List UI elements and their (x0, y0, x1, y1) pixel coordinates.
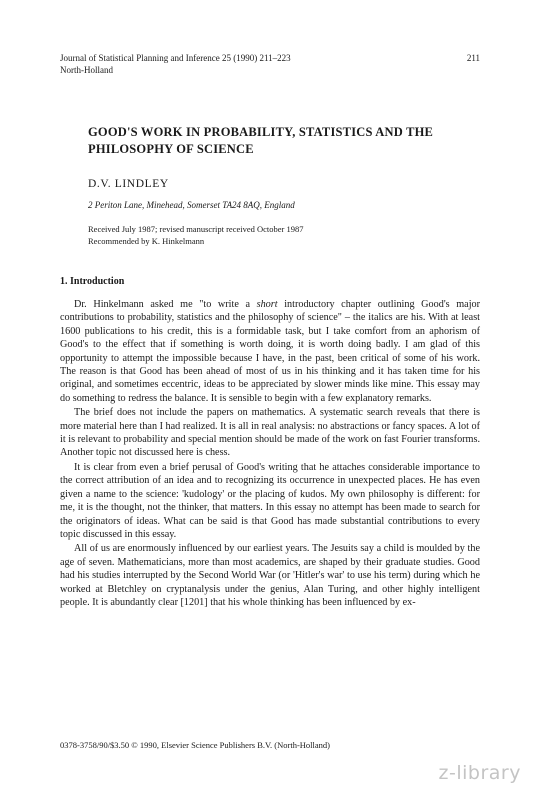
recommended-by: Recommended by K. Hinkelmann (88, 235, 205, 246)
paragraph: Dr. Hinkelmann asked me "to write a short introductory chapter outlining Good's major contributions to probability, statistics and the philosophy of science" – the italics are his. With at least 1600 publications to his credit, this is a formidable task, but I take comfort from an aphorism of Good's to the effect that if something is worth doing, it is worth doing badly. I am glad of this opportunity to attempt the impossible because I have, in the past, been critical of some of his work. The reason is that Good has been ahead of most of us in his thinking and it has taken time for his original, and sometimes eccentric, ideas to be appreciated by slower minds like mine. This essay may do something to redress the balance. It is sensible to begin with a few explanatory remarks. (60, 299, 481, 404)
submission-history (88, 224, 408, 247)
copyright-footer: 0378-3758/90/$3.50 © 1990, Elsevier Science Publishers B.V. (North-Holland) (60, 740, 331, 750)
journal-citation: Journal of Statistical Planning and Inference 25 (1990) 211–223 (60, 53, 291, 63)
paragraph: All of us are enormously influenced by our earliest years. The Jesuits say a child is moulded by the age of seven. Mathematicians, more than most academics, are shaped by their graduate studies. Good had his studies interrupted by the Second World War (or 'Hitler's war' to use his term) during which he worked at Bletchley on cryptanalysis under the genius, Alan Turing, and other highly intelligent people. It is abundantly clear [1201] that his whole thinking has been influenced by ex- (60, 543, 480, 608)
author-affiliation: 2 Periton Lane, Minehead, Somerset TA24 8AQ, England (88, 200, 295, 210)
article-title: GOOD'S WORK IN PROBABILITY, STATISTICS AND THE PHILOSOPHY OF SCIENCE (88, 125, 434, 156)
received-dates: Received July 1987; revised manuscript received October 1987 (88, 224, 304, 234)
running-header (60, 52, 480, 76)
watermark: z-library (438, 762, 521, 784)
section-heading: 1. Introduction (60, 276, 125, 287)
body-text (60, 298, 480, 610)
paragraph: It is clear from even a brief perusal of Good's writing that he attaches considerable importance to the correct attribution of an idea and to recognizing its occurrence in unexpected places. He has even given a name to the science: 'kudology' or the placing of kudos. My own philosophy is different: for me, it is the thought, not the thinker, that matters. In this essay no attempt has been made to search for the originators of ideas. What can be said is that Good has made substantial contributions to every topic discussed in this essay. (60, 461, 480, 540)
publisher-line: North-Holland (60, 65, 113, 75)
emphasis: short (256, 299, 278, 310)
author-name: D.V. LINDLEY (88, 178, 169, 190)
paragraph: The brief does not include the papers on mathematics. A systematic search reveals that there is more material here than I had realized. It is all in real analysis: no abstractions or fancy spaces. A lot of it is relevant to probability and special mention should be made of the work on fast Fourier transforms. Another topic not discussed here is chess. (60, 407, 480, 459)
page-number: 211 (466, 53, 480, 63)
